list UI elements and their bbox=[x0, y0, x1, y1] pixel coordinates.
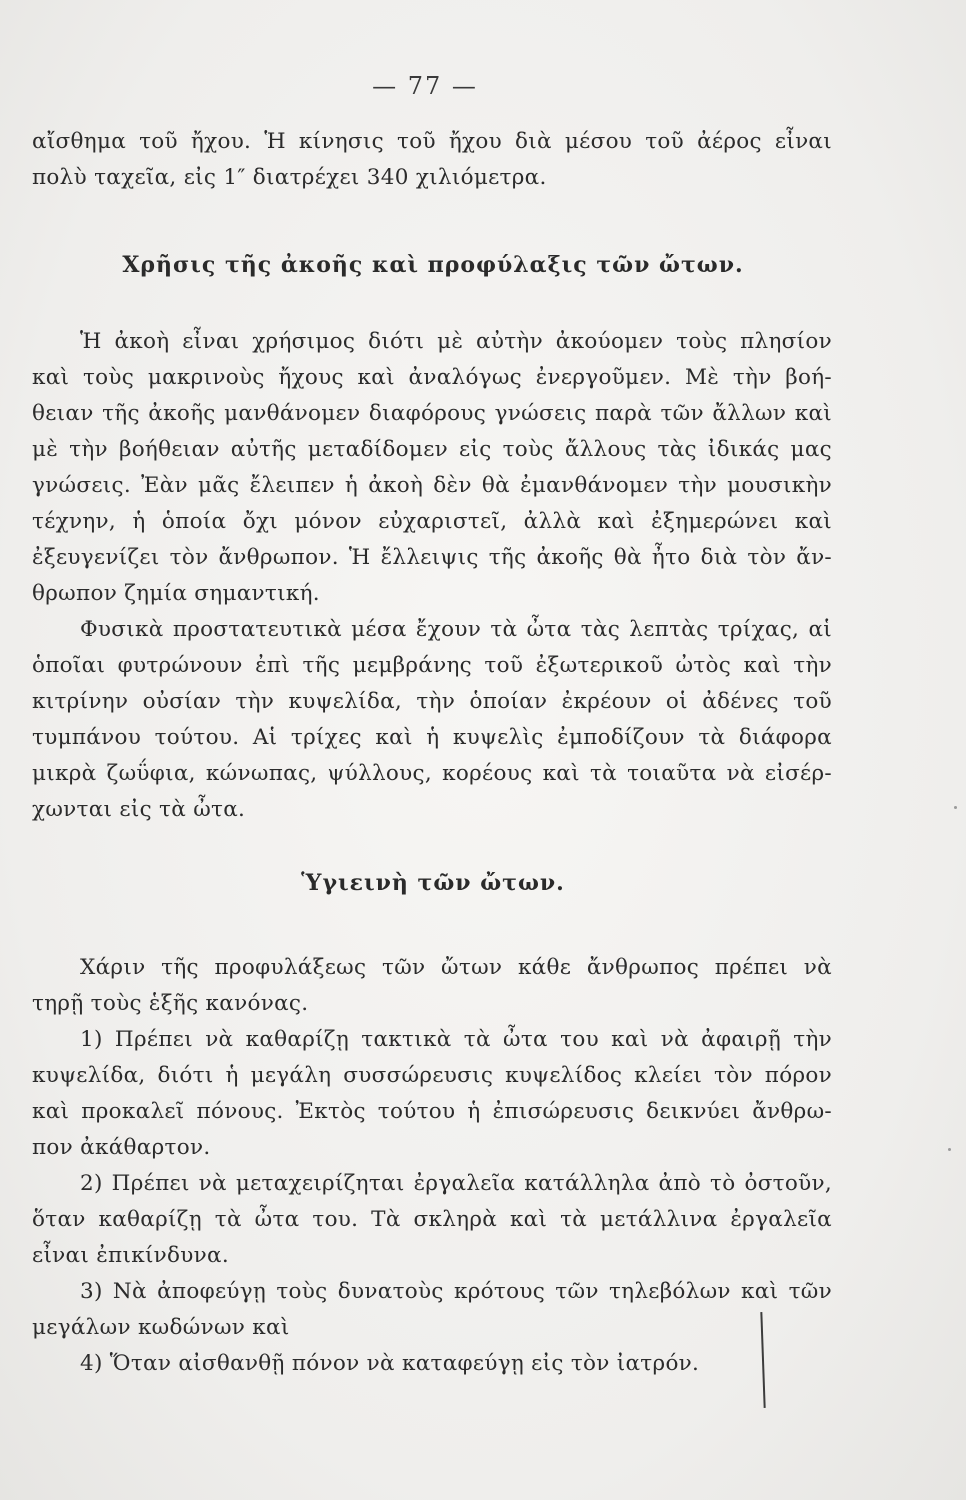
section-hearing-body bbox=[32, 324, 832, 828]
text-line: Χάριν τῆς προφυλάξεως τῶν ὤτων κάθε ἄνθρωπος πρέπει νὰ bbox=[80, 955, 832, 980]
text-line: 3) Νὰ ἀποφεύγῃ τοὺς δυνατοὺς κρότους τῶν τηλεβόλων καὶ τῶν bbox=[80, 1279, 832, 1304]
text-line: πον ἀκάθαρτον. bbox=[32, 1135, 211, 1160]
text-line: αἴσθημα τοῦ ἤχου. Ἡ κίνησις τοῦ ἤχου διὰ μέσου τοῦ ἀέρος εἶναι bbox=[32, 129, 832, 154]
text-line: Ἡ ἀκοὴ εἶναι χρήσιμος διότι μὲ αὐτὴν ἀκούομεν τοὺς πλησίον bbox=[80, 329, 832, 354]
text-line: καὶ προκαλεῖ πόνους. Ἐκτὸς τούτου ἡ ἐπισώρευσις δεικνύει ἄνθρω- bbox=[32, 1099, 832, 1124]
section-heading-hygiene: Ὑγιεινὴ τῶν ὤτων. bbox=[301, 870, 565, 896]
text-line: τέχνην, ἡ ὁποία ὄχι μόνον εὐχαριστεῖ, ἀλλὰ καὶ ἐξημερώνει καὶ bbox=[32, 509, 832, 534]
text-line: τυμπάνου τούτου. Αἱ τρίχες καὶ ἡ κυψελὶς ἐμποδίζουν τὰ διάφορα bbox=[32, 725, 832, 750]
text-line: θρωπον ζημία σημαντική. bbox=[32, 581, 320, 606]
text-line: χωνται εἰς τὰ ὦτα. bbox=[32, 797, 246, 822]
text-line: μικρὰ ζωΰφια, κώνωπας, ψύλλους, κορέους καὶ τὰ τοιαῦτα νὰ εἰσέρ- bbox=[32, 761, 832, 786]
intro-paragraph bbox=[32, 124, 832, 196]
text-line: ὅταν καθαρίζῃ τὰ ὦτα του. Τὰ σκληρὰ καὶ τὰ μετάλλινα ἐργαλεῖα bbox=[32, 1207, 832, 1232]
text-line: γνώσεις. Ἐὰν μᾶς ἔλειπεν ἡ ἀκοὴ δὲν θὰ ἐμανθάνομεν τὴν μουσικὴν bbox=[32, 473, 832, 498]
text-line: ἐξευγενίζει τὸν ἄνθρωπον. Ἡ ἔλλειψις τῆς ἀκοῆς θὰ ἦτο διὰ τὸν ἄν- bbox=[32, 545, 832, 570]
text-line: εἶναι ἐπικίνδυνα. bbox=[32, 1243, 229, 1268]
scan-speck bbox=[954, 806, 957, 809]
section-heading-hearing: Χρῆσις τῆς ἀκοῆς καὶ προφύλαξις τῶν ὤτων. bbox=[122, 252, 744, 278]
text-line: 2) Πρέπει νὰ μεταχειρίζηται ἐργαλεῖα κατάλληλα ἀπὸ τὸ ὀστοῦν, bbox=[80, 1171, 832, 1196]
text-line: μεγάλων κωδώνων καὶ bbox=[32, 1315, 290, 1340]
text-line: θειαν τῆς ἀκοῆς μανθάνομεν διαφόρους γνώσεις παρὰ τῶν ἄλλων καὶ bbox=[32, 401, 832, 426]
text-line: μὲ τὴν βοήθειαν αὐτῆς μεταδίδομεν εἰς τοὺς ἄλλους τὰς ἰδικάς μας bbox=[32, 437, 832, 462]
text-line: κιτρίνην οὐσίαν τὴν κυψελίδα, τὴν ὁποίαν ἐκρέουν οἱ ἀδένες τοῦ bbox=[32, 689, 832, 714]
page-number: — 77 — bbox=[372, 72, 478, 100]
text-line: κυψελίδα, διότι ἡ μεγάλη συσσώρευσις κυψελίδος κλείει τὸν πόρον bbox=[32, 1063, 832, 1088]
section-hygiene-body bbox=[32, 950, 832, 1382]
text-line: τηρῇ τοὺς ἑξῆς κανόνας. bbox=[32, 991, 309, 1016]
text-line: Φυσικὰ προστατευτικὰ μέσα ἔχουν τὰ ὦτα τὰς λεπτὰς τρίχας, αἱ bbox=[80, 617, 832, 642]
text-line: 4) Ὅταν αἰσθανθῇ πόνον νὰ καταφεύγῃ εἰς τὸν ἰατρόν. bbox=[80, 1351, 700, 1376]
text-line: καὶ τοὺς μακρινοὺς ἤχους καὶ ἀναλόγως ἐνεργοῦμεν. Μὲ τὴν βοή- bbox=[32, 365, 832, 390]
text-line: 1) Πρέπει νὰ καθαρίζῃ τακτικὰ τὰ ὦτα του καὶ νὰ ἀφαιρῇ τὴν bbox=[80, 1027, 832, 1052]
text-line: ὁποῖαι φυτρώνουν ἐπὶ τῆς μεμβράνης τοῦ ἐξωτερικοῦ ὠτὸς καὶ τὴν bbox=[32, 653, 832, 678]
text-line: πολὺ ταχεῖα, εἰς 1″ διατρέχει 340 χιλιόμετρα. bbox=[32, 165, 547, 190]
scan-speck bbox=[948, 1148, 951, 1151]
